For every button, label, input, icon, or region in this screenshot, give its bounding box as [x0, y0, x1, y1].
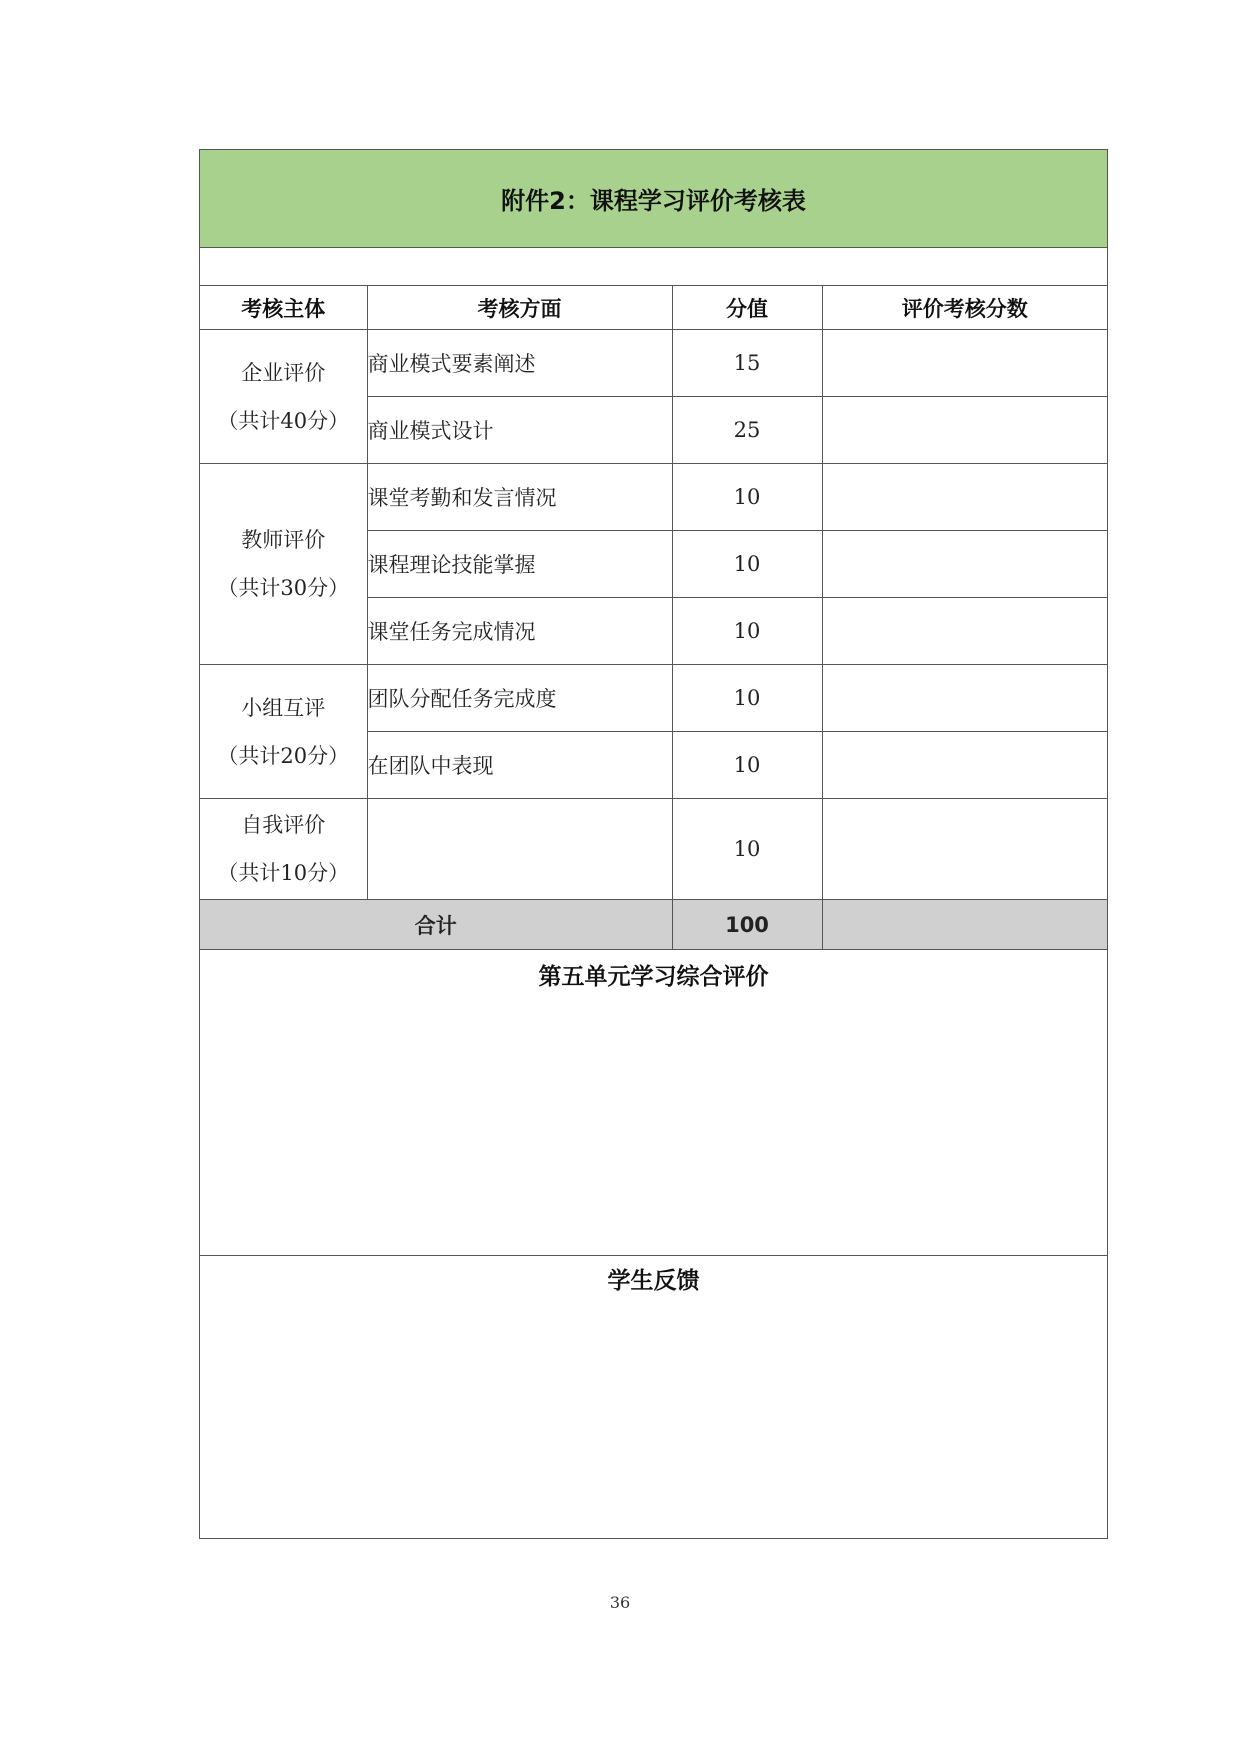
unit-review-heading: 第五单元学习综合评价	[538, 964, 769, 990]
subject-cell	[200, 464, 367, 665]
student-feedback-heading: 学生反馈	[607, 1268, 700, 1294]
subject-subtotal: （共计40分）	[217, 408, 350, 433]
table-row	[200, 464, 1107, 531]
assessment-table	[200, 285, 1107, 950]
subject-name: 教师评价	[241, 528, 326, 552]
subject-subtotal: （共计20分）	[217, 743, 350, 768]
evaluation-form	[199, 149, 1108, 1539]
points-cell: 10	[672, 732, 822, 799]
score-entry-cell[interactable]	[822, 665, 1107, 732]
score-entry-cell[interactable]	[822, 732, 1107, 799]
score-entry-cell[interactable]	[822, 464, 1107, 531]
aspect-cell: 团队分配任务完成度	[367, 665, 672, 732]
score-entry-cell[interactable]	[822, 598, 1107, 665]
points-cell: 25	[672, 397, 822, 464]
subject-name: 自我评价	[241, 813, 326, 837]
form-title: 附件2：课程学习评价考核表	[200, 150, 1107, 248]
aspect-cell: 课堂任务完成情况	[367, 598, 672, 665]
subject-cell	[200, 665, 367, 799]
subject-cell	[200, 330, 367, 464]
table-row	[200, 799, 1107, 900]
total-row	[200, 900, 1107, 950]
total-points: 100	[672, 900, 822, 950]
subject-name: 企业评价	[241, 360, 326, 385]
score-entry-cell[interactable]	[822, 799, 1107, 900]
table-row	[200, 330, 1107, 397]
points-cell: 10	[672, 531, 822, 598]
table-row	[200, 665, 1107, 732]
aspect-cell: 在团队中表现	[367, 732, 672, 799]
subject-subtotal: （共计30分）	[217, 576, 350, 600]
points-cell: 10	[672, 598, 822, 665]
aspect-cell: 商业模式要素阐述	[367, 330, 672, 397]
header-points: 分值	[672, 286, 822, 330]
blank-row	[200, 247, 1107, 286]
points-cell: 15	[672, 330, 822, 397]
table-header-row	[200, 286, 1107, 330]
points-cell: 10	[672, 799, 822, 900]
section-divider	[200, 1255, 1107, 1256]
score-entry-cell[interactable]	[822, 531, 1107, 598]
aspect-cell: 课程理论技能掌握	[367, 531, 672, 598]
aspect-cell: 商业模式设计	[367, 397, 672, 464]
points-cell: 10	[672, 464, 822, 531]
points-cell: 10	[672, 665, 822, 732]
total-score-entry[interactable]	[822, 900, 1107, 950]
subject-cell	[200, 799, 367, 900]
aspect-cell	[367, 799, 672, 900]
subject-subtotal: （共计10分）	[217, 861, 350, 885]
score-entry-cell[interactable]	[822, 330, 1107, 397]
header-score: 评价考核分数	[822, 286, 1107, 330]
subject-name: 小组互评	[241, 695, 326, 720]
header-aspect: 考核方面	[367, 286, 672, 330]
aspect-cell: 课堂考勤和发言情况	[367, 464, 672, 531]
page-number: 36	[609, 1593, 631, 1612]
total-label: 合计	[200, 900, 672, 950]
score-entry-cell[interactable]	[822, 397, 1107, 464]
header-subject: 考核主体	[200, 286, 367, 330]
